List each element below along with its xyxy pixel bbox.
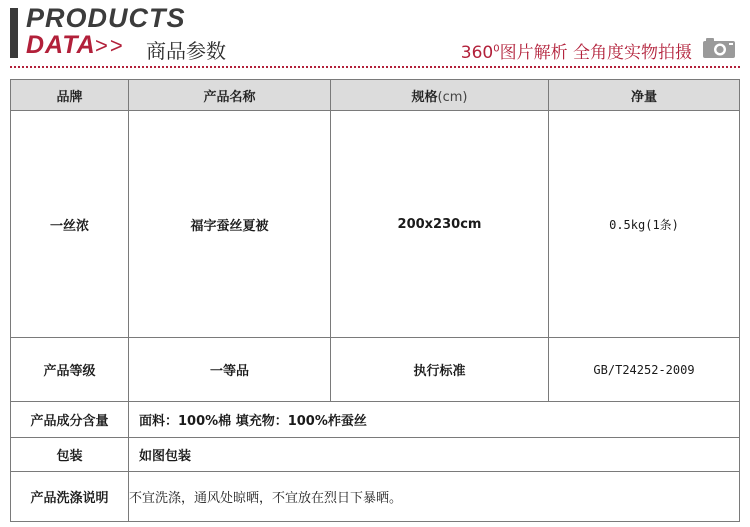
washing-label: 产品洗涤说明 — [11, 472, 129, 522]
grade-value: 一等品 — [129, 338, 331, 402]
spec-value: 200x230cm — [331, 111, 549, 338]
header-title-products: PRODUCTS — [26, 3, 186, 33]
header-tagline — [461, 38, 692, 63]
standard-value: GB/T24252-2009 — [549, 338, 740, 402]
composition-value: 面料：100%棉 填充物：100%柞蚕丝 — [129, 402, 740, 438]
header-divider — [10, 66, 740, 68]
product-spec-table — [10, 79, 740, 522]
table-row — [11, 472, 740, 522]
table-header-row — [11, 80, 740, 111]
washing-value: 不宜洗涤，通风处晾晒，不宜放在烈日下暴晒。 — [129, 472, 740, 522]
product-name-value: 福字蚕丝夏被 — [129, 111, 331, 338]
header-title-data: DATA — [26, 31, 96, 59]
header-spec-unit: (cm) — [437, 89, 468, 105]
table-row — [11, 438, 740, 472]
grade-label: 产品等级 — [11, 338, 129, 402]
table-row — [11, 402, 740, 438]
header-arrows: >> — [95, 33, 125, 58]
packaging-label: 包装 — [11, 438, 129, 472]
header-spec-label: 规格 — [411, 89, 438, 105]
tagline-suffix: 图片解析 全角度实物拍摄 — [499, 43, 692, 63]
packaging-value: 如图包装 — [129, 438, 740, 472]
table-row — [11, 338, 740, 402]
composition-label: 产品成分含量 — [11, 402, 129, 438]
header-spec — [331, 80, 549, 111]
header-title-cn: 商品参数 — [146, 39, 226, 63]
net-weight-value: 0.5kg(1条) — [549, 111, 740, 338]
header-brand: 品牌 — [11, 80, 129, 111]
header-net-weight: 净量 — [549, 80, 740, 111]
camera-icon — [702, 37, 736, 59]
table-row — [11, 111, 740, 338]
header-product-name: 产品名称 — [129, 80, 331, 111]
brand-value: 一丝浓 — [11, 111, 129, 338]
tagline-prefix: 360 — [460, 43, 494, 63]
standard-label: 执行标准 — [331, 338, 549, 402]
tagline-degree: 0 — [493, 43, 500, 55]
header-accent-bar — [10, 8, 18, 58]
